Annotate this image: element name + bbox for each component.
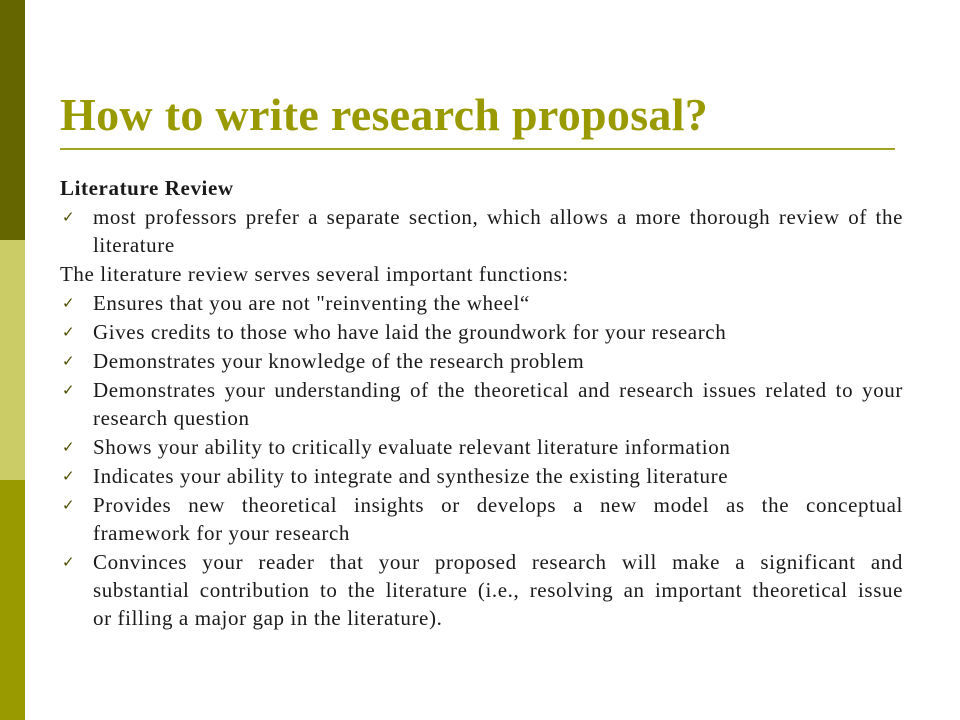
bullet-line: Demonstrates your understanding of the theoretical and research issues related to your bbox=[93, 378, 903, 402]
bullet-line: research question bbox=[93, 406, 250, 430]
slide-title: How to write research proposal? bbox=[60, 89, 709, 140]
function-bullet-item bbox=[60, 289, 903, 317]
bullet-line: Shows your ability to critically evaluate relevant literature information bbox=[93, 435, 731, 459]
bullet-line: Indicates your ability to integrate and synthesize the existing literature bbox=[93, 464, 729, 488]
bullet-line: Demonstrates your knowledge of the research problem bbox=[93, 349, 585, 373]
sidebar-accent-bar bbox=[0, 0, 25, 720]
check-icon: ✓ bbox=[62, 208, 75, 226]
bullet-line: Convinces your reader that your proposed research will make a significant and bbox=[93, 550, 903, 574]
sidebar-segment-top bbox=[0, 0, 25, 240]
bullet-line: substantial contribution to the literature (i.e., resolving an important theoretical issue bbox=[93, 578, 903, 602]
bullet-line: framework for your research bbox=[93, 521, 350, 545]
section-heading: Literature Review bbox=[60, 176, 234, 200]
check-icon: ✓ bbox=[62, 553, 75, 571]
check-icon: ✓ bbox=[62, 323, 75, 341]
function-bullet-item bbox=[60, 376, 903, 432]
function-bullet-item bbox=[60, 433, 903, 461]
function-bullet-item bbox=[60, 462, 903, 490]
bullet-line: Gives credits to those who have laid the groundwork for your research bbox=[93, 320, 727, 344]
bullet-line: Provides new theoretical insights or develops a new model as the conceptual bbox=[93, 493, 903, 517]
bullet-line: literature bbox=[93, 233, 175, 257]
intro-bullet-item bbox=[60, 203, 903, 259]
check-icon: ✓ bbox=[62, 381, 75, 399]
bullet-line: most professors prefer a separate section, which allows a more thorough review of the bbox=[93, 205, 903, 229]
function-bullet-item bbox=[60, 318, 903, 346]
sidebar-segment-bottom bbox=[0, 480, 25, 720]
check-icon: ✓ bbox=[62, 294, 75, 312]
title-underline bbox=[60, 148, 895, 150]
sidebar-segment-middle bbox=[0, 240, 25, 480]
function-bullet-item bbox=[60, 548, 903, 632]
bullet-line: or filling a major gap in the literature). bbox=[93, 606, 443, 630]
check-icon: ✓ bbox=[62, 467, 75, 485]
functions-intro-text: The literature review serves several important functions: bbox=[60, 262, 569, 286]
function-bullet-item bbox=[60, 491, 903, 547]
check-icon: ✓ bbox=[62, 352, 75, 370]
function-bullet-item bbox=[60, 347, 903, 375]
slide-body bbox=[60, 174, 903, 633]
check-icon: ✓ bbox=[62, 496, 75, 514]
bullet-line: Ensures that you are not "reinventing the wheel“ bbox=[93, 291, 530, 315]
check-icon: ✓ bbox=[62, 438, 75, 456]
